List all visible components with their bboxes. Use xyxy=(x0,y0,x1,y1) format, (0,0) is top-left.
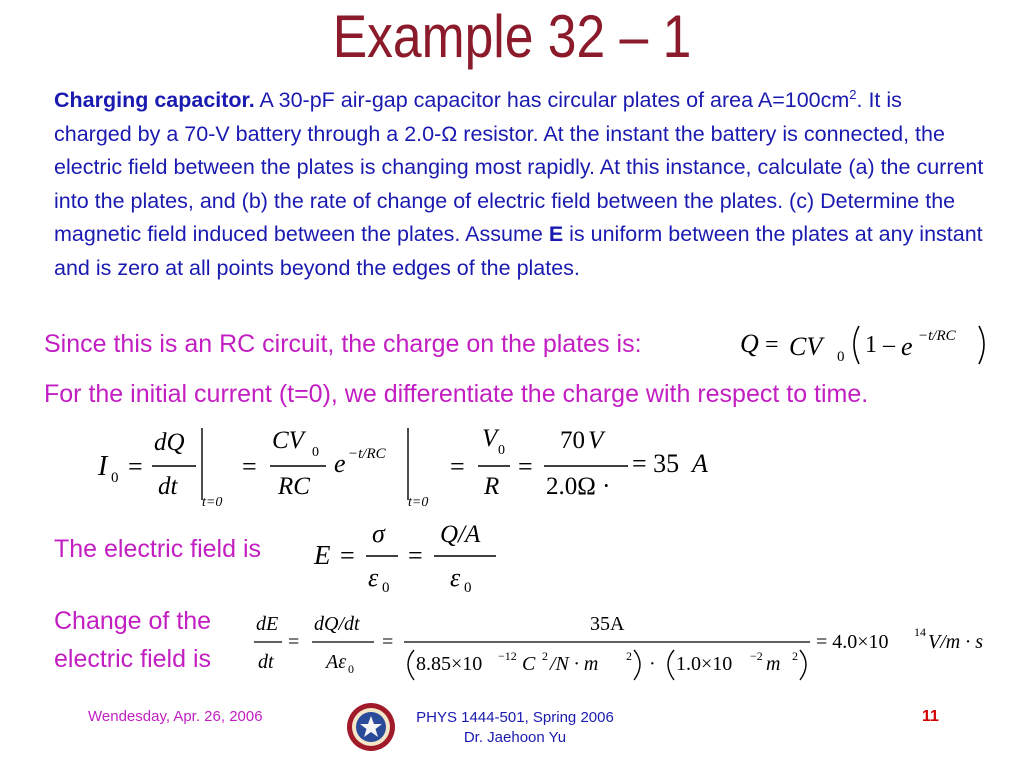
cur-num: 70 xyxy=(560,427,585,454)
rate-den-b-exp: 2 xyxy=(542,649,548,663)
rate-dqdt: dQ/dt xyxy=(314,613,360,635)
cur-v-sub0: 0 xyxy=(498,443,505,458)
efield-equation xyxy=(308,516,508,602)
cur-t0-1: t=0 xyxy=(202,495,223,510)
cur-eq4: = xyxy=(518,452,533,481)
cur-result-a: A xyxy=(692,449,708,478)
cur-r: R xyxy=(484,473,500,500)
cur-sub0: 0 xyxy=(111,470,119,486)
rate-den-a: 8.85×10 xyxy=(416,653,483,675)
cur-exp: −t/RC xyxy=(348,446,386,462)
problem-bold-e: E xyxy=(548,222,564,247)
rate-eq1-sign: = xyxy=(288,631,300,653)
page-number: 11 xyxy=(922,708,939,725)
footer-date: Wendesday, Apr. 26, 2006 xyxy=(88,708,263,725)
problem-superscript: 2 xyxy=(849,87,857,102)
footer-instructor: Dr. Jaehoon Yu xyxy=(463,729,567,746)
rate-paren1-left xyxy=(408,650,414,680)
ef-qa: Q/A xyxy=(440,521,481,548)
ef-eps2-sub: 0 xyxy=(464,580,472,596)
rate-aeps: Aε xyxy=(326,651,347,673)
electric-field-label: The electric field is xyxy=(54,535,262,563)
rate-den-a-exp: −12 xyxy=(498,649,517,663)
cur-v: V xyxy=(482,425,498,452)
rate-den-b: C xyxy=(522,653,536,675)
problem-body-2: . It is charged by a 70-V battery through a 2.0-Ω resistor. At the instant the battery is connected, the electric field between the plates is changing most rapidly. At this instance, calculate (a) the current into the plates, and (b) the rate of change of electric field between the plates. (c) Determine the magnetic field induced between the plates. Assume xyxy=(54,88,984,247)
rate-den-c-exp: 2 xyxy=(626,649,632,663)
cur-cv: CV xyxy=(272,427,304,454)
slide-title: Example 32 – 1 xyxy=(332,3,692,70)
cur-eq1: = xyxy=(128,452,143,481)
ef-eq2: = xyxy=(408,541,423,570)
rate-paren1-right xyxy=(634,650,640,680)
problem-statement xyxy=(54,78,984,285)
eq-exponent: −t/RC xyxy=(918,328,956,344)
rate-dt: dt xyxy=(258,651,274,673)
cur-eq2: = xyxy=(242,452,257,481)
cur-cv-sub0: 0 xyxy=(312,445,319,460)
cur-dq: dQ xyxy=(154,429,185,456)
rate-equation xyxy=(250,606,1010,686)
change-label-line2: electric field is xyxy=(54,645,211,673)
footer-course xyxy=(400,708,630,748)
eq-one-minus: 1 – xyxy=(865,332,895,358)
rate-de: dE xyxy=(256,613,279,635)
change-label-line1: Change of the xyxy=(54,607,212,635)
footer-course-name: PHYS 1444-501, Spring 2006 xyxy=(416,709,614,726)
rate-den-c: /N · m xyxy=(550,653,599,675)
ef-eq1: = xyxy=(340,541,355,570)
ef-sigma: σ xyxy=(372,519,385,548)
cur-eq3: = xyxy=(450,452,465,481)
eq-sub0: 0 xyxy=(837,349,845,365)
cur-t0-2: t=0 xyxy=(408,495,429,510)
problem-lead: Charging capacitor. xyxy=(54,88,255,113)
cur-result: = 35 xyxy=(632,449,680,478)
ef-eps1: ε xyxy=(368,563,379,592)
cur-dt: dt xyxy=(158,473,178,500)
cur-den: 2.0Ω · xyxy=(546,473,611,500)
problem-body-3: is uniform between the plates at any instant and is zero at all points beyond the edges of the plates. xyxy=(54,222,983,280)
rate-paren2-right xyxy=(800,650,806,680)
cur-rc: RC xyxy=(278,473,310,500)
ef-eps1-sub: 0 xyxy=(382,580,390,596)
rate-result-unit: V/m · s xyxy=(928,631,983,653)
current-equation xyxy=(94,420,734,512)
charge-equation xyxy=(735,322,995,368)
ef-e: E xyxy=(314,540,331,570)
cur-num-v: V xyxy=(588,427,604,454)
eq-e: e xyxy=(901,332,913,361)
paren-right xyxy=(979,326,984,364)
change-label xyxy=(54,602,211,678)
rate-paren2-left xyxy=(668,650,674,680)
rate-result-exp: 14 xyxy=(914,625,926,639)
ef-eps2: ε xyxy=(450,563,461,592)
eq-equals: = xyxy=(765,332,779,358)
cur-i: I xyxy=(98,451,108,482)
eq-q: Q xyxy=(740,329,759,358)
rate-result: = 4.0×10 xyxy=(816,631,889,653)
cur-e: e xyxy=(334,449,346,478)
rc-circuit-text: Since this is an RC circuit, the charge on the plates is: xyxy=(44,330,642,358)
initial-current-text: For the initial current (t=0), we differentiate the charge with respect to time. xyxy=(44,380,869,408)
rate-den-f-exp: 2 xyxy=(792,649,798,663)
eq-cv: CV xyxy=(789,332,823,361)
university-seal-icon xyxy=(346,702,396,752)
rate-eq2-sign: = xyxy=(382,631,394,653)
rate-num: 35A xyxy=(590,613,625,635)
rate-den-e-exp: −2 xyxy=(750,649,763,663)
rate-den-d: · xyxy=(644,653,661,675)
rate-aeps-sub: 0 xyxy=(348,662,354,676)
paren-left xyxy=(854,326,859,364)
rate-den-f: m xyxy=(766,653,781,675)
rate-den-e: 1.0×10 xyxy=(676,653,733,675)
problem-body-1: A 30-pF air-gap capacitor has circular plates of area A=100cm xyxy=(254,88,850,113)
